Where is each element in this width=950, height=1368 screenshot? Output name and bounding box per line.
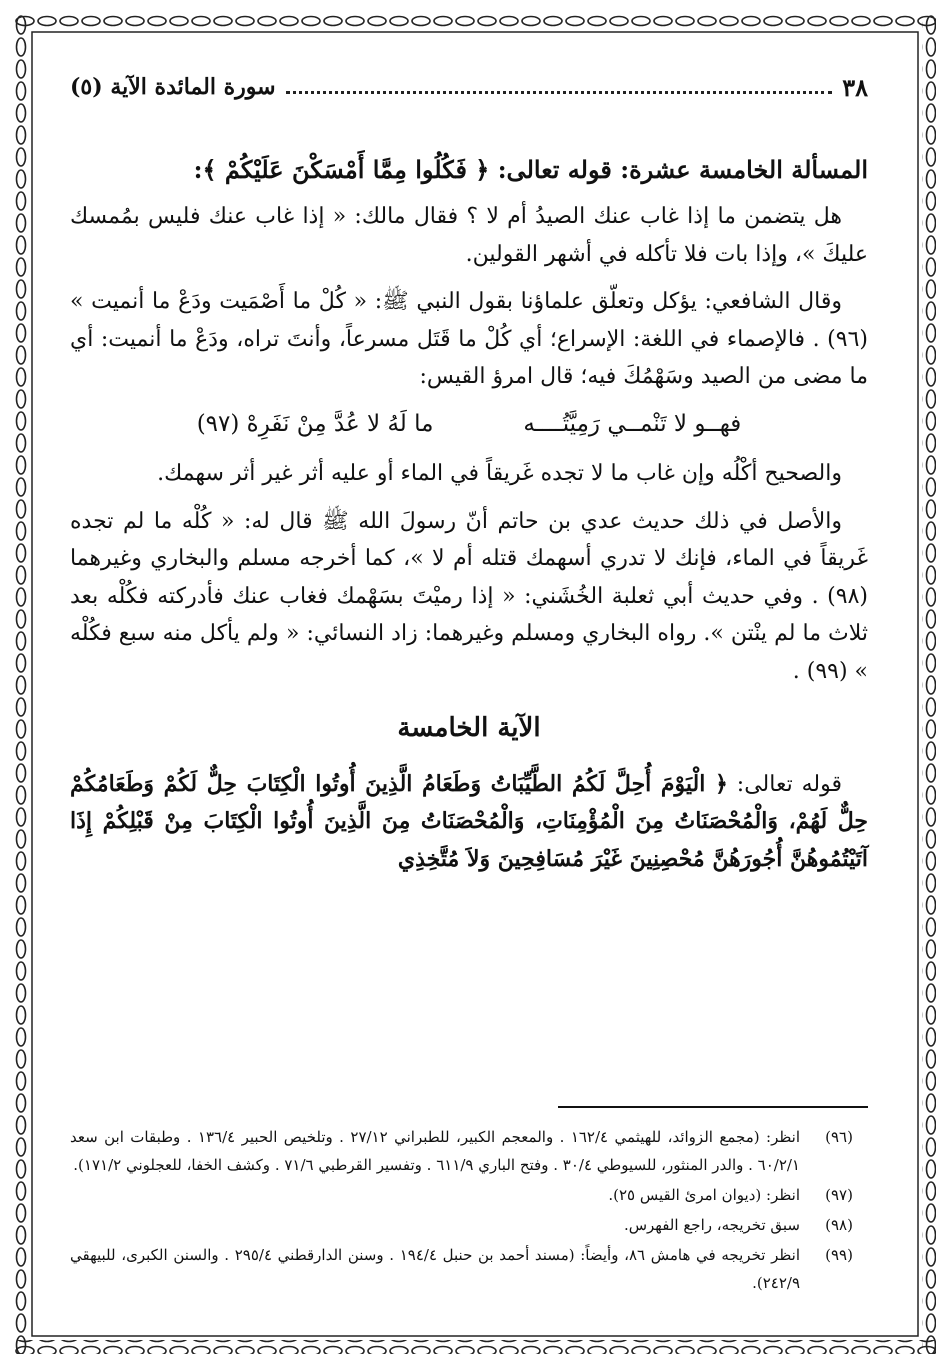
page-content bbox=[70, 60, 868, 1328]
running-title: سورة المائدة الآية (٥) bbox=[70, 74, 276, 100]
footnote bbox=[70, 1181, 868, 1209]
issue-heading: المسألة الخامسة عشرة: قوله تعالى: ﴿ فَكُلُوا مِمَّا أَمْسَكْنَ عَلَيْكُمْ ﴾: bbox=[193, 155, 868, 184]
footnote-text: سبق تخريجه، راجع الفهرس. bbox=[623, 1216, 800, 1234]
page-number: ٣٨ bbox=[842, 72, 868, 102]
header-dot-leader bbox=[286, 80, 833, 94]
footnote bbox=[70, 1241, 868, 1297]
footnote-separator bbox=[558, 1106, 868, 1108]
footnote-number: (٩٨) bbox=[825, 1216, 853, 1234]
footnote-number: (٩٦) bbox=[825, 1128, 853, 1146]
paragraph-4: والأصل في ذلك حديث عدي بن حاتم أنّ رسولَ الله ﷺ قال له: « كُلْه ما لم تجده غَريقاً في الماء، فإنك لا تدري أسهمك قتله أم لا »، كما أخرجه مسلم والبخاري وغيرهما (٩٨) . وفي حديث أبي ثعلبة الخُشَني: « إذا رميْتَ بسَهْمك فغاب عنك فأدركته فكُلْه بعد ثلاث ما لم ينْتن ». رواه البخاري ومسلم وغيرهما: زاد النسائي: « ولم يأكل منه سبع فكُلْه » (٩٩) . bbox=[70, 508, 868, 684]
paragraph-1: هل يتضمن ما إذا غاب عنك الصيدُ أم لا ؟ فقال مالك: « إذا غاب عنك فليس بمُمسك عليكَ »، وإذا بات فلا تأكله في أشهر القولين. bbox=[70, 204, 868, 267]
verse-first-hemistich: فهــو لا تَنْمــي رَمِيَّتُــــه bbox=[523, 410, 742, 437]
footnote-text: انظر: (مجمع الزوائد، للهيثمي ١٦٢/٤ . والمعجم الكبير، للطبراني ٢٧/١٢ . وتلخيص الحبير ١٣٦/٤ . وطبقات ابن سعد ٦٠/٢/١ . والدر المنثور، للسيوطي ٣٠/٤ . وفتح الباري ٦١١/٩ . وتفسير القرطبي ٧١/٦ . وكشف الخفا، للعجلوني ١٧١/٢). bbox=[70, 1128, 800, 1174]
footnote-number: (٩٩) bbox=[825, 1246, 853, 1264]
verse-second-hemistich: ما لَهُ لا عُدَّ مِنْ نَفَرِهْ (٩٧) bbox=[196, 410, 434, 437]
footnote-text: انظر: (ديوان امرئ القيس ٢٥). bbox=[608, 1186, 800, 1204]
poetry-verse bbox=[70, 406, 868, 444]
section-lead: قوله تعالى: bbox=[736, 771, 843, 797]
section-paragraph-1 bbox=[70, 766, 868, 879]
paragraph-3: والصحيح أكْلُه وإن غاب ما لا تجده غَريقاً في الماء أو عليه أثر غير أثر سهمك. bbox=[157, 461, 842, 486]
footnotes bbox=[70, 1123, 868, 1299]
quran-verse: ﴿ الْيَوْمَ أُحِلَّ لَكُمُ الطَّيِّبَاتُ وَطَعَامُ الَّذِينَ أُوتُوا الْكِتَابَ حِلٌّ لَكُمْ وَطَعَامُكُمْ حِلٌّ لَهُمْ، وَالْمُحْصَنَاتُ مِنَ الْمُؤْمِنَاتِ، وَالْمُحْصَنَاتُ مِنَ الَّذِينَ أُوتُوا الْكِتَابَ مِنْ قَبْلِكُمْ إِذَا آتَيْتُمُوهُنَّ أُجُورَهُنَّ مُحْصِنِينَ غَيْرَ مُسَافِحِينَ وَلاَ مُتَّخِذِي bbox=[70, 770, 868, 872]
footnote bbox=[70, 1211, 868, 1239]
running-header bbox=[70, 70, 868, 104]
footnote-text: انظر تخريجه في هامش ٨٦، وأيضاً: (مسند أحمد بن حنبل ١٩٤/٤ . وسنن الدارقطني ٢٩٥/٤ . والسنن الكبرى، للبيهقي ٢٤٢/٩). bbox=[70, 1246, 801, 1292]
footnote bbox=[70, 1123, 868, 1179]
footnote-number: (٩٧) bbox=[825, 1186, 853, 1204]
main-text bbox=[70, 150, 868, 888]
section-title: الآية الخامسة bbox=[397, 713, 541, 743]
paragraph-2: وقال الشافعي: يؤكل وتعلّق علماؤنا بقول النبي ﷺ: « كُلْ ما أَصْمَيت ودَعْ ما أنميت » (٩٦) . فالإصماء في اللغة: الإسراع؛ أي كُلْ ما قَتَل مسرعاً، وأنتَ تراه، ودَعْ ما أنميت: أي ما مضى من الصيد وسَهْمُكَ فيه؛ قال امرؤ القيس: bbox=[70, 289, 868, 389]
